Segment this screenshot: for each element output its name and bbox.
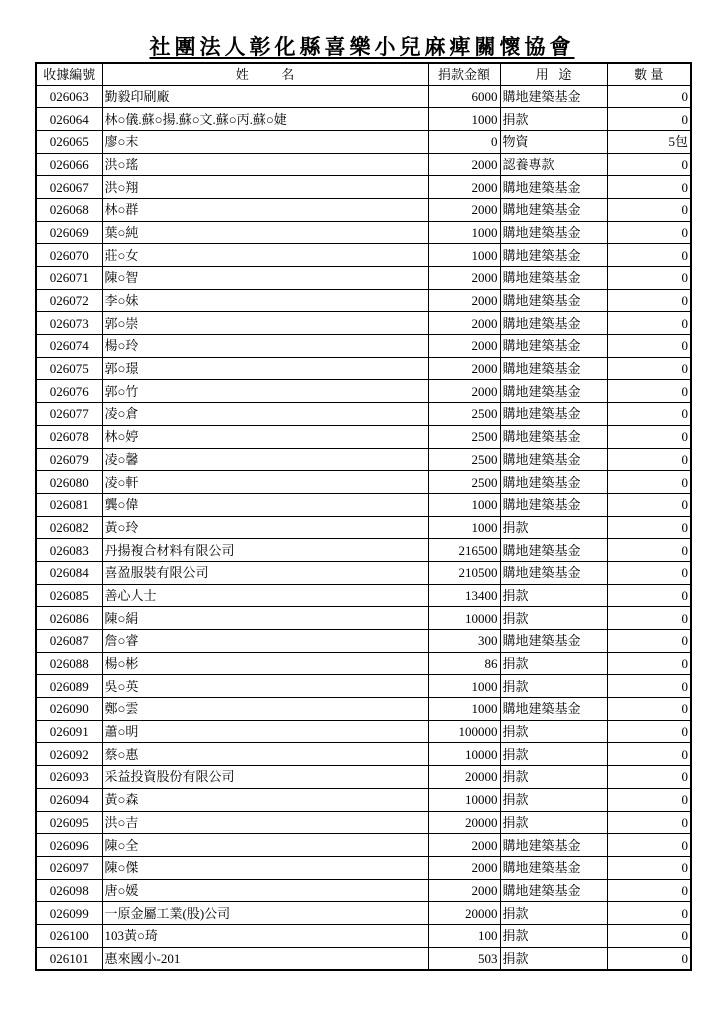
amount-cell: 0: [428, 130, 500, 153]
table-row: [36, 856, 691, 879]
purpose-cell: 購地建築基金: [500, 630, 607, 653]
quantity-cell: 0: [607, 471, 691, 494]
donor-name-cell: 鄭○雲: [102, 698, 428, 721]
amount-cell: 13400: [428, 584, 500, 607]
quantity-cell: 0: [607, 289, 691, 312]
quantity-cell: 0: [607, 902, 691, 925]
table-row: [36, 698, 691, 721]
table-row: [36, 289, 691, 312]
donor-name-cell: 莊○女: [102, 244, 428, 267]
receipt-number-cell: 026097: [36, 856, 102, 879]
amount-cell: 2000: [428, 267, 500, 290]
table-row: [36, 652, 691, 675]
receipt-number-cell: 026068: [36, 198, 102, 221]
quantity-cell: 0: [607, 607, 691, 630]
quantity-cell: 0: [607, 425, 691, 448]
purpose-cell: 捐款: [500, 516, 607, 539]
document-title: 社團法人彰化縣喜樂小兒麻痺關懷協會: [149, 34, 575, 59]
purpose-cell: 捐款: [500, 743, 607, 766]
donor-name-cell: 林○群: [102, 198, 428, 221]
donor-name-cell: 103黃○琦: [102, 924, 428, 947]
purpose-cell: 購地建築基金: [500, 425, 607, 448]
donor-name-cell: 黃○森: [102, 788, 428, 811]
amount-cell: 10000: [428, 743, 500, 766]
quantity-cell: 0: [607, 811, 691, 834]
donor-name-cell: 李○妹: [102, 289, 428, 312]
quantity-cell: 0: [607, 516, 691, 539]
purpose-cell: 購地建築基金: [500, 561, 607, 584]
table-row: [36, 675, 691, 698]
quantity-cell: 0: [607, 879, 691, 902]
purpose-cell: 捐款: [500, 811, 607, 834]
receipt-number-cell: 026085: [36, 584, 102, 607]
purpose-cell: 捐款: [500, 607, 607, 630]
receipt-number-cell: 026089: [36, 675, 102, 698]
table-row: [36, 153, 691, 176]
purpose-cell: 購地建築基金: [500, 176, 607, 199]
amount-cell: 20000: [428, 811, 500, 834]
amount-cell: 2000: [428, 176, 500, 199]
quantity-cell: 0: [607, 108, 691, 131]
donor-name-cell: 唐○媛: [102, 879, 428, 902]
table-row: [36, 176, 691, 199]
quantity-cell: 0: [607, 198, 691, 221]
table-row: [36, 403, 691, 426]
receipt-number-cell: 026083: [36, 539, 102, 562]
purpose-cell: 捐款: [500, 108, 607, 131]
donor-name-cell: 惠來國小-201: [102, 947, 428, 970]
donor-name-cell: 洪○翔: [102, 176, 428, 199]
donor-name-cell: 采益投資股份有限公司: [102, 766, 428, 789]
donor-name-cell: 陳○智: [102, 267, 428, 290]
purpose-cell: 捐款: [500, 675, 607, 698]
donor-name-cell: 洪○瑤: [102, 153, 428, 176]
purpose-cell: 購地建築基金: [500, 539, 607, 562]
amount-cell: 2000: [428, 834, 500, 857]
amount-cell: 1000: [428, 675, 500, 698]
purpose-cell: 購地建築基金: [500, 698, 607, 721]
receipt-number-cell: 026065: [36, 130, 102, 153]
receipt-number-cell: 026075: [36, 357, 102, 380]
quantity-cell: 0: [607, 244, 691, 267]
amount-cell: 1000: [428, 698, 500, 721]
donor-name-cell: 一原金屬工業(股)公司: [102, 902, 428, 925]
donor-name-cell: 詹○睿: [102, 630, 428, 653]
purpose-cell: 購地建築基金: [500, 879, 607, 902]
purpose-cell: 捐款: [500, 584, 607, 607]
quantity-cell: 0: [607, 856, 691, 879]
purpose-cell: 捐款: [500, 720, 607, 743]
amount-cell: 6000: [428, 85, 500, 108]
table-row: [36, 947, 691, 970]
amount-cell: 216500: [428, 539, 500, 562]
donor-name-cell: 善心人士: [102, 584, 428, 607]
amount-cell: 1000: [428, 108, 500, 131]
table-row: [36, 924, 691, 947]
table-row: [36, 380, 691, 403]
table-row: [36, 879, 691, 902]
donor-name-cell: 郭○璟: [102, 357, 428, 380]
table-row: [36, 630, 691, 653]
receipt-number-cell: 026081: [36, 493, 102, 516]
quantity-cell: 0: [607, 584, 691, 607]
receipt-number-cell: 026088: [36, 652, 102, 675]
quantity-cell: 0: [607, 335, 691, 358]
table-row: [36, 130, 691, 153]
quantity-cell: 0: [607, 766, 691, 789]
amount-cell: 2000: [428, 198, 500, 221]
amount-cell: 20000: [428, 902, 500, 925]
receipt-number-cell: 026078: [36, 425, 102, 448]
purpose-cell: 購地建築基金: [500, 335, 607, 358]
receipt-number-cell: 026074: [36, 335, 102, 358]
purpose-cell: 購地建築基金: [500, 380, 607, 403]
receipt-number-cell: 026098: [36, 879, 102, 902]
donor-name-cell: 楊○玲: [102, 335, 428, 358]
quantity-cell: 0: [607, 924, 691, 947]
receipt-number-cell: 026080: [36, 471, 102, 494]
receipt-number-cell: 026071: [36, 267, 102, 290]
quantity-cell: 0: [607, 698, 691, 721]
amount-cell: 2500: [428, 448, 500, 471]
amount-cell: 10000: [428, 788, 500, 811]
table-row: [36, 357, 691, 380]
table-row: [36, 85, 691, 108]
purpose-cell: 購地建築基金: [500, 312, 607, 335]
receipt-number-cell: 026076: [36, 380, 102, 403]
purpose-cell: 購地建築基金: [500, 289, 607, 312]
quantity-cell: 0: [607, 312, 691, 335]
amount-cell: 2500: [428, 471, 500, 494]
quantity-cell: 0: [607, 176, 691, 199]
donor-name-cell: 喜盈服裝有限公司: [102, 561, 428, 584]
table-row: [36, 788, 691, 811]
receipt-number-cell: 026069: [36, 221, 102, 244]
amount-cell: 2000: [428, 289, 500, 312]
donor-name-cell: 蕭○明: [102, 720, 428, 743]
purpose-cell: 購地建築基金: [500, 85, 607, 108]
quantity-cell: 0: [607, 561, 691, 584]
donor-name-cell: 凌○倉: [102, 403, 428, 426]
amount-cell: 2500: [428, 403, 500, 426]
purpose-cell: 捐款: [500, 652, 607, 675]
quantity-cell: 0: [607, 221, 691, 244]
receipt-number-cell: 026092: [36, 743, 102, 766]
table-row: [36, 766, 691, 789]
quantity-cell: 0: [607, 153, 691, 176]
donor-name-cell: 葉○純: [102, 221, 428, 244]
purpose-cell: 認養專款: [500, 153, 607, 176]
quantity-cell: 0: [607, 834, 691, 857]
quantity-cell: 0: [607, 403, 691, 426]
receipt-number-cell: 026070: [36, 244, 102, 267]
amount-cell: 2000: [428, 153, 500, 176]
donor-name-cell: 陳○全: [102, 834, 428, 857]
receipt-number-cell: 026063: [36, 85, 102, 108]
table-row: [36, 335, 691, 358]
purpose-cell: 購地建築基金: [500, 267, 607, 290]
donor-name-cell: 吳○英: [102, 675, 428, 698]
receipt-number-cell: 026072: [36, 289, 102, 312]
receipt-number-cell: 026096: [36, 834, 102, 857]
receipt-number-cell: 026101: [36, 947, 102, 970]
receipt-number-cell: 026082: [36, 516, 102, 539]
amount-cell: 210500: [428, 561, 500, 584]
receipt-number-cell: 026093: [36, 766, 102, 789]
amount-cell: 1000: [428, 244, 500, 267]
quantity-cell: 0: [607, 788, 691, 811]
quantity-cell: 0: [607, 630, 691, 653]
table-row: [36, 221, 691, 244]
quantity-cell: 0: [607, 539, 691, 562]
purpose-cell: 購地建築基金: [500, 493, 607, 516]
donor-name-cell: 楊○彬: [102, 652, 428, 675]
quantity-cell: 0: [607, 675, 691, 698]
amount-cell: 2000: [428, 380, 500, 403]
donor-name-cell: 陳○傑: [102, 856, 428, 879]
quantity-cell: 0: [607, 380, 691, 403]
purpose-cell: 購地建築基金: [500, 834, 607, 857]
receipt-number-cell: 026095: [36, 811, 102, 834]
receipt-number-cell: 026073: [36, 312, 102, 335]
purpose-cell: 捐款: [500, 947, 607, 970]
donation-table: [35, 62, 692, 971]
receipt-number-cell: 026067: [36, 176, 102, 199]
purpose-cell: 捐款: [500, 924, 607, 947]
table-row: [36, 425, 691, 448]
donor-name-cell: 廖○末: [102, 130, 428, 153]
table-row: [36, 584, 691, 607]
purpose-cell: 購地建築基金: [500, 221, 607, 244]
donor-name-header: 姓 名: [102, 63, 428, 85]
table-row: [36, 108, 691, 131]
donor-name-cell: 林○儀.蘇○揚.蘇○文.蘇○丙.蘇○婕: [102, 108, 428, 131]
amount-cell: 2000: [428, 357, 500, 380]
purpose-cell: 捐款: [500, 766, 607, 789]
purpose-cell: 購地建築基金: [500, 198, 607, 221]
quantity-cell: 0: [607, 652, 691, 675]
quantity-cell: 0: [607, 85, 691, 108]
quantity-cell: 0: [607, 720, 691, 743]
amount-cell: 1000: [428, 516, 500, 539]
donor-name-cell: 黃○玲: [102, 516, 428, 539]
purpose-cell: 捐款: [500, 902, 607, 925]
receipt-number-cell: 026079: [36, 448, 102, 471]
receipt-number-cell: 026064: [36, 108, 102, 131]
receipt-number-cell: 026091: [36, 720, 102, 743]
table-row: [36, 811, 691, 834]
quantity-cell: 0: [607, 743, 691, 766]
purpose-cell: 購地建築基金: [500, 856, 607, 879]
donor-name-cell: 凌○馨: [102, 448, 428, 471]
amount-cell: 100: [428, 924, 500, 947]
purpose-cell: 購地建築基金: [500, 244, 607, 267]
table-row: [36, 267, 691, 290]
amount-cell: 300: [428, 630, 500, 653]
donor-name-cell: 勤毅印刷廠: [102, 85, 428, 108]
purpose-header: 用 途: [500, 63, 607, 85]
receipt-number-cell: 026087: [36, 630, 102, 653]
quantity-cell: 0: [607, 267, 691, 290]
table-row: [36, 516, 691, 539]
amount-cell: 10000: [428, 607, 500, 630]
quantity-cell: 0: [607, 493, 691, 516]
table-row: [36, 312, 691, 335]
table-row: [36, 902, 691, 925]
receipt-number-cell: 026086: [36, 607, 102, 630]
quantity-header: 數 量: [607, 63, 691, 85]
purpose-cell: 物資: [500, 130, 607, 153]
donation-table-body: [36, 85, 691, 970]
amount-cell: 1000: [428, 493, 500, 516]
donor-name-cell: 丹揚複合材料有限公司: [102, 539, 428, 562]
header-row: [36, 63, 691, 85]
donor-name-cell: 洪○吉: [102, 811, 428, 834]
receipt-number-cell: 026094: [36, 788, 102, 811]
purpose-cell: 購地建築基金: [500, 448, 607, 471]
donor-name-cell: 龔○偉: [102, 493, 428, 516]
purpose-cell: 捐款: [500, 788, 607, 811]
receipt-number-cell: 026099: [36, 902, 102, 925]
amount-cell: 2000: [428, 856, 500, 879]
donor-name-cell: 凌○軒: [102, 471, 428, 494]
receipt-number-cell: 026077: [36, 403, 102, 426]
table-row: [36, 198, 691, 221]
table-row: [36, 834, 691, 857]
receipt-number-cell: 026100: [36, 924, 102, 947]
donor-name-cell: 林○婷: [102, 425, 428, 448]
table-row: [36, 743, 691, 766]
table-row: [36, 448, 691, 471]
receipt-number-cell: 026090: [36, 698, 102, 721]
receipt-number-cell: 026066: [36, 153, 102, 176]
donor-name-cell: 陳○絹: [102, 607, 428, 630]
table-row: [36, 471, 691, 494]
amount-header: 捐款金額: [428, 63, 500, 85]
table-row: [36, 561, 691, 584]
quantity-cell: 0: [607, 448, 691, 471]
amount-cell: 2000: [428, 879, 500, 902]
amount-cell: 2000: [428, 335, 500, 358]
quantity-cell: 5包: [607, 130, 691, 153]
table-row: [36, 244, 691, 267]
amount-cell: 2000: [428, 312, 500, 335]
purpose-cell: 購地建築基金: [500, 403, 607, 426]
table-row: [36, 607, 691, 630]
table-row: [36, 720, 691, 743]
table-row: [36, 493, 691, 516]
quantity-cell: 0: [607, 947, 691, 970]
amount-cell: 503: [428, 947, 500, 970]
table-row: [36, 539, 691, 562]
donor-name-cell: 郭○崇: [102, 312, 428, 335]
receipt-number-cell: 026084: [36, 561, 102, 584]
amount-cell: 20000: [428, 766, 500, 789]
donor-name-cell: 郭○竹: [102, 380, 428, 403]
donor-name-cell: 蔡○惠: [102, 743, 428, 766]
receipt-number-header: 收據編號: [36, 63, 102, 85]
amount-cell: 2500: [428, 425, 500, 448]
quantity-cell: 0: [607, 357, 691, 380]
amount-cell: 100000: [428, 720, 500, 743]
purpose-cell: 購地建築基金: [500, 471, 607, 494]
purpose-cell: 購地建築基金: [500, 357, 607, 380]
table-header: [36, 63, 691, 85]
amount-cell: 86: [428, 652, 500, 675]
amount-cell: 1000: [428, 221, 500, 244]
